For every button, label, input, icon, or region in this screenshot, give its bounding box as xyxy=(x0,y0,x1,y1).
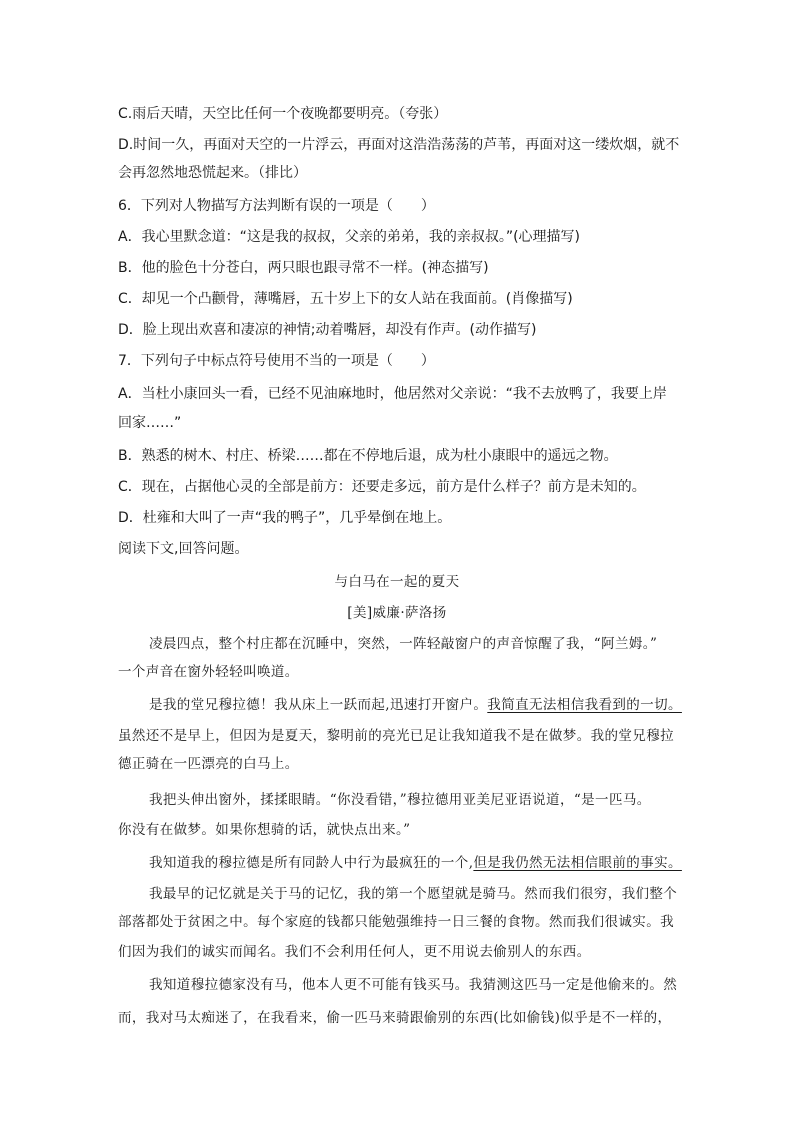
article-author: [美]威廉·萨洛扬 xyxy=(347,605,447,621)
q7-option-c: C．现在，占据他心灵的全部是前方：还要走多远，前方是什么样子？前方是未知的。 xyxy=(118,479,646,495)
paragraph-3-line1: 我把头伸出窗外，揉揉眼睛。“你没看错，”穆拉德用亚美尼亚语说道，“是一匹马。 xyxy=(149,792,651,808)
paragraph-5-line3: 们因为我们的诚实而闻名。我们不会利用任何人，更不用说去偷别人的东西。 xyxy=(118,944,591,960)
paragraph-6-line2: 而，我对马太痴迷了，在我看来，偷一匹马来骑跟偷别的东西(比如偷钱)似乎是不一样的， xyxy=(118,1010,672,1026)
q7-stem: 7．下列句子中标点符号使用不当的一项是（ ） xyxy=(118,353,435,369)
q7-option-a-line2: 回家……” xyxy=(118,415,182,431)
q6-option-c: C．却见一个凸颧骨，薄嘴唇，五十岁上下的女人站在我面前。(肖像描写) xyxy=(118,291,573,307)
paragraph-1-line1: 凌晨四点，整个村庄都在沉睡中，突然，一阵轻敲窗户的声音惊醒了我，“阿兰姆。” xyxy=(149,636,658,652)
q6-stem: 6．下列对人物描写方法判断有误的一项是（ ） xyxy=(118,198,435,214)
paragraph-2-line3: 德正骑在一匹漂亮的白马上。 xyxy=(118,756,299,772)
paragraph-4-text: 我知道我的穆拉德是所有同龄人中行为最疯狂的一个, xyxy=(149,855,474,871)
q7-option-a-line1: A．当杜小康回头一看，已经不见油麻地时，他居然对父亲说：“我不去放鸭了，我要上岸 xyxy=(118,386,667,402)
paragraph-2-text: 是我的堂兄穆拉德！我从床上一跃而起,迅速打开窗户。 xyxy=(149,697,488,713)
article-title: 与白马在一起的夏天 xyxy=(334,574,460,590)
q6-option-a: A．我心里默念道：“这是我的叔叔，父亲的弟弟，我的亲叔叔。”(心理描写) xyxy=(118,229,581,245)
paragraph-4-line1 xyxy=(149,853,682,873)
paragraph-5-line2: 部落都处于贫困之中。每个家庭的钱都只能勉强维持一日三餐的食物。然而我们很诚实。我 xyxy=(118,914,674,930)
q5-option-d-line1: D.时间一久，再面对天空的一片浮云，再面对这浩浩荡荡的芦苇，再面对这一缕炊烟，就不 xyxy=(118,137,680,153)
reading-instruction: 阅读下文,回答问题。 xyxy=(118,541,249,557)
paragraph-6-line1: 我知道穆拉德家没有马，他本人更不可能有钱买马。我猜测这匹马一定是他偷来的。然 xyxy=(149,977,678,993)
underlined-sentence-1: 我简直无法相信我看到的一切。 xyxy=(487,697,682,713)
q6-option-b: B．他的脸色十分苍白，两只眼也跟寻常不一样。(神态描写) xyxy=(118,260,489,276)
underlined-sentence-2: 但是我仍然无法相信眼前的事实。 xyxy=(473,855,682,871)
q7-option-d: D．杜雍和大叫了一声“我的鸭子”，几乎晕倒在地上。 xyxy=(118,510,452,526)
paragraph-2-line1 xyxy=(149,695,682,715)
q5-option-d-line2: 会再忽然地恐慌起来。（排比） xyxy=(118,165,307,181)
paragraph-1-line2: 一个声音在窗外轻轻叫唤道。 xyxy=(118,664,299,680)
paragraph-5-line1: 我最早的记忆就是关于马的记忆，我的第一个愿望就是骑马。然而我们很穷，我们整个 xyxy=(149,886,678,902)
q5-option-c: C.雨后天晴，天空比任何一个夜晚都要明亮。（夸张） xyxy=(118,106,448,122)
paragraph-2-line2: 虽然还不是早上，但因为是夏天，黎明前的亮光已足让我知道我不是在做梦。我的堂兄穆拉 xyxy=(118,728,674,744)
q7-option-b: B．熟悉的树木、村庄、桥梁……都在不停地后退，成为杜小康眼中的遥远之物。 xyxy=(118,448,618,464)
paragraph-3-line2: 你没有在做梦。如果你想骑的话，就快点出来。” xyxy=(118,822,411,838)
q6-option-d: D．脸上现出欢喜和凄凉的神情;动着嘴唇，却没有作声。(动作描写) xyxy=(118,322,537,338)
